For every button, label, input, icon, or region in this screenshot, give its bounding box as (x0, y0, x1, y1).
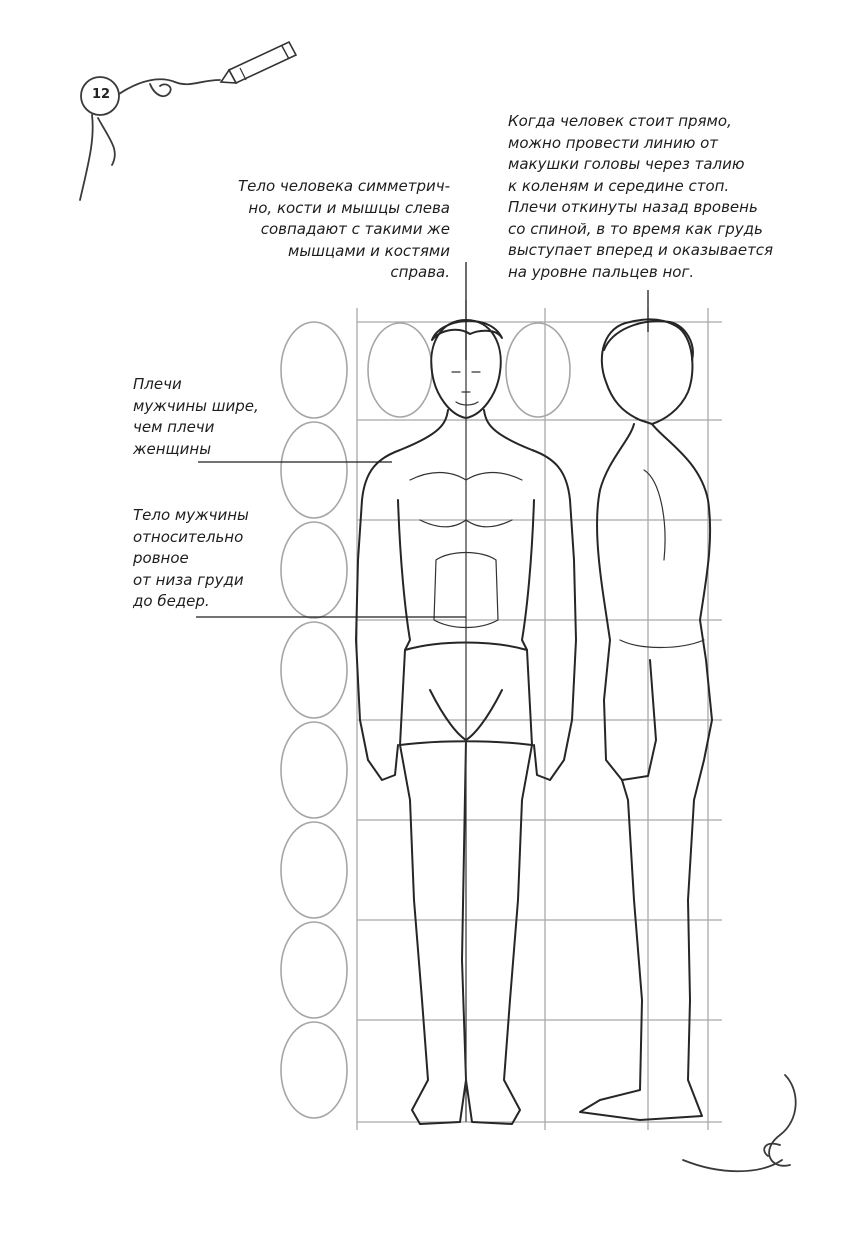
note-line: ровное (133, 549, 189, 567)
note-torso (133, 505, 273, 613)
note-line: выступает вперед и оказывается (508, 241, 774, 259)
note-line: Плечи откинуты назад вровень (508, 198, 758, 216)
swirl-flourish-bottom (683, 1075, 796, 1171)
front-figure (356, 300, 576, 1124)
note-line: справа. (390, 263, 450, 281)
note-symmetry (224, 176, 450, 284)
note-line: мышцами и костями (288, 241, 450, 260)
note-line: но, кости и мышцы слева (248, 198, 450, 217)
note-line: женщины (133, 439, 212, 458)
note-shoulders (133, 374, 273, 460)
note-line: мужчины шире, (133, 396, 259, 415)
note-line: Плечи (133, 375, 182, 393)
note-line: со спиной, в то время как грудь (508, 219, 763, 238)
note-line: до бедер. (133, 592, 210, 610)
note-line: от низа груди (133, 570, 244, 589)
note-line: макушки головы через талию (508, 155, 745, 173)
proportion-grid (357, 308, 722, 1130)
page-number: 12 (91, 87, 111, 102)
note-line: чем плечи (133, 418, 215, 436)
note-posture (508, 111, 774, 283)
note-line: Тело человека симметрич- (237, 177, 450, 195)
pencil-icon (221, 42, 296, 83)
note-line: можно провести линию от (508, 133, 719, 152)
note-line: совпадают с такими же (260, 220, 450, 238)
note-line: Тело мужчины (133, 506, 249, 524)
note-line: на уровне пальцев ног. (508, 262, 695, 281)
note-line: относительно (133, 527, 244, 546)
note-line: Когда человек стоит прямо, (508, 112, 732, 130)
note-line: к коленям и середине стоп. (508, 176, 730, 195)
